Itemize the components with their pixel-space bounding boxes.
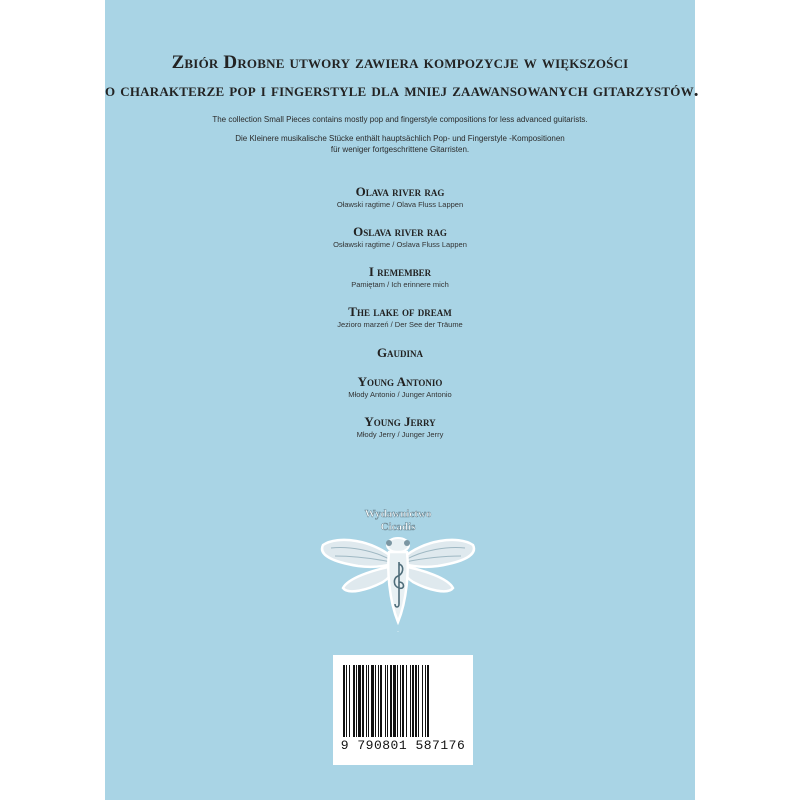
piece-title: Young Jerry [364, 414, 436, 429]
cicada-logo-icon [313, 500, 483, 640]
piece-title: The lake of dream [348, 304, 452, 319]
intro-english: The collection Small Pieces contains mostly pop and fingerstyle compositions for less advanced guitarists. [212, 115, 588, 124]
publisher-name-line-1: Wydawnictwo [364, 508, 432, 520]
publisher-name-line-2: Cicadis [380, 521, 416, 533]
intro-polish-line-2: o charakterze pop i fingerstyle dla mniej zaawansowanych gitarzystów. [105, 80, 699, 101]
intro-polish-line-1: Zbiór Drobne utwory zawiera kompozycje w większości [171, 52, 629, 73]
barcode-bars [343, 665, 463, 737]
intro-german-line-1: Die Kleinere musikalische Stücke enthält hauptsächlich Pop- und Fingerstyle -Kompositionen [235, 134, 565, 143]
back-cover [105, 0, 699, 800]
piece-subtitle: Pamiętam / Ich erinnere mich [351, 280, 449, 289]
piece-5 [105, 345, 695, 360]
piece-subtitle: Młody Jerry / Junger Jerry [356, 430, 444, 439]
piece-title: Oslava river rag [353, 224, 447, 239]
piece-subtitle: Jezioro marzeń / Der See der Träume [337, 320, 463, 329]
barcode [333, 655, 473, 765]
piece-subtitle: Osławski ragtime / Oslava Fluss Lappen [333, 240, 467, 249]
piece-6 [105, 374, 695, 400]
piece-7 [105, 414, 695, 440]
piece-1 [105, 184, 695, 210]
piece-title: Young Antonio [357, 374, 443, 389]
piece-4 [105, 304, 695, 330]
svg-text:~: ~ [396, 629, 400, 634]
piece-title: Gaudina [376, 345, 424, 360]
piece-title: I remember [368, 264, 432, 279]
piece-subtitle: Oławski ragtime / Olava Fluss Lappen [336, 200, 464, 209]
intro-german-line-2: für weniger fortgeschrittene Gitarristen. [330, 145, 470, 154]
piece-subtitle: Młody Antonio / Junger Antonio [348, 390, 452, 399]
barcode-number: 9 790801 587176 [340, 738, 466, 753]
piece-3 [105, 264, 695, 290]
piece-2 [105, 224, 695, 250]
piece-title: Olava river rag [355, 184, 445, 199]
